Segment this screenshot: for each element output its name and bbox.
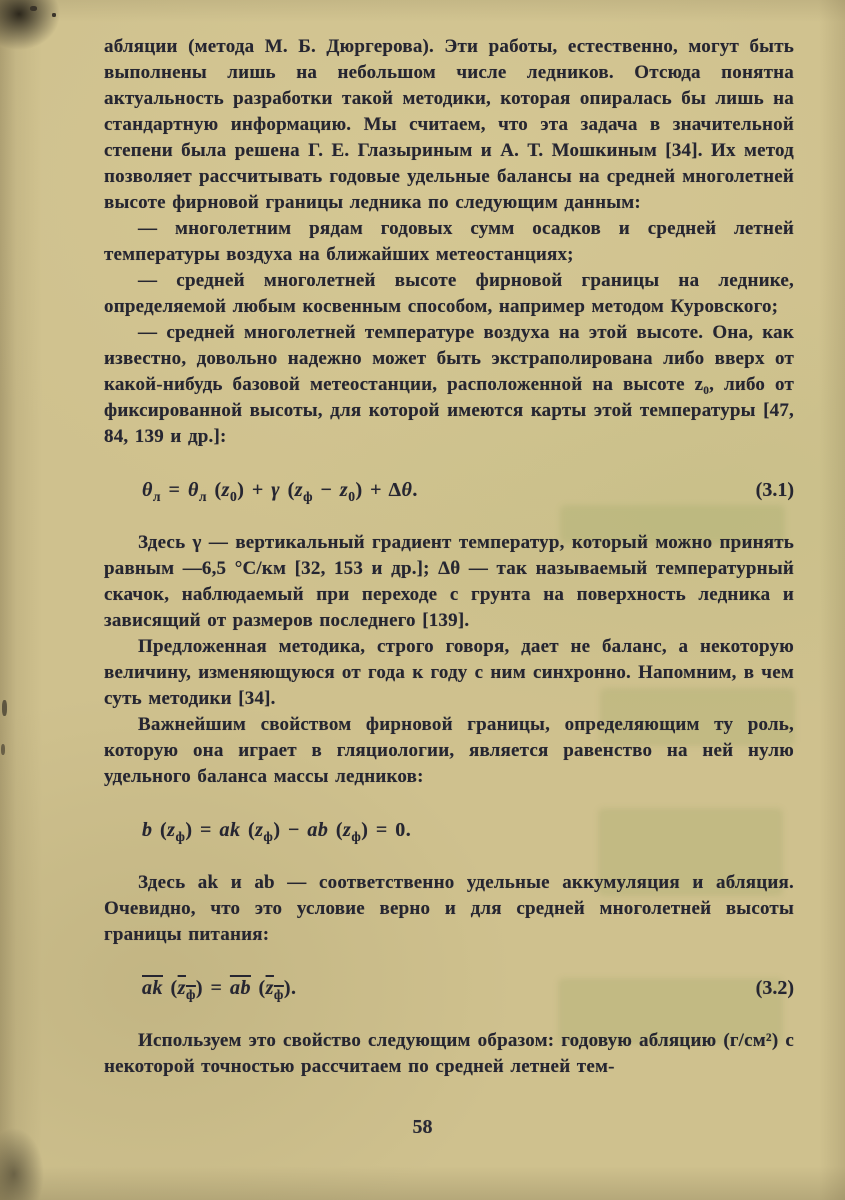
equation-3-2-body: $\overline{ak}$ $(\overline{z}_ф) = \overline{ab}$ $(\overline{z}_ф)$. [142,977,297,1002]
scan-speck [52,13,56,17]
equation-3-1-body: $\theta_л = \theta_л$ $(z_0) + \gamma$ $(z_ф - z_0) + \Delta\theta$. [142,479,418,504]
page-number: 58 [412,1116,433,1138]
paragraph-ak-ab: Здесь ak и ab — соответственно удельные аккумуляция и абляция. Очевидно, что это условие верно и для средней многолетней высоты границы питания: [104,872,794,945]
list-item-dash-3: — средней многолетней температуре воздуха на этой высоте. Она, как известно, довольно надежно может быть экстраполирована либо вверх от какой-нибудь базовой метеостанции, расположенной на высоте z₀, либо от фиксированной высоты, для которой имеются карты этой температуры [47, 84, 139 и др.]: [104,322,794,447]
page-text-block [104,34,794,1080]
equation-3-2-number: (3.2) [755,977,794,999]
list-item-dash-1: — многолетним рядам годовых сумм осадков и средней летней температуры воздуха на ближайших метеостанциях; [104,218,794,265]
equation-3-1-number: (3.1) [755,479,794,501]
equation-3-1 [104,477,794,503]
equation-balance [104,817,794,843]
equation-3-2 [104,975,794,1001]
scan-speck [1,744,5,755]
paragraph-gradient: Здесь γ — вертикальный градиент температур, который можно принять равным —6,5 °С/км [32, 153 и др.]; Δθ — так называемый температурный скачок, наблюдаемый при переходе с грунта на поверхность ледника и зависящий от размеров последнего [139]. [104,532,794,631]
paragraph-intro: абляции (метода М. Б. Дюргерова). Эти работы, естественно, могут быть выполнены лишь на небольшом числе ледников. Отсюда понятна актуальность разработки такой методики, которая опиралась бы лишь на стандартную информацию. Мы считаем, что эта задача в значительной степени была решена Г. Е. Глазыриным и А. Т. Мошкиным [34]. Их метод позволяет рассчитывать годовые удельные балансы на средней многолетней высоте фирновой границы ледника по следующим данным: [104,36,794,213]
paragraph-firn-property: Важнейшим свойством фирновой границы, определяющим ту роль, которую она играет в гляциологии, является равенство на ней нулю удельного баланса массы ледников: [104,714,794,787]
list-item-dash-2: — средней многолетней высоте фирновой границы на леднике, определяемой любым косвенным способом, например методом Куровского; [104,270,794,317]
scan-speck [30,6,37,11]
equation-balance-body: b $(z_ф)$ = ak $(z_ф)$ − ab $(z_ф) = 0$. [142,819,412,844]
paragraph-method-note: Предложенная методика, строго говоря, дает не баланс, а некоторую величину, изменяющуюся от года к году с ним синхронно. Напомним, в чем суть методики [34]. [104,636,794,709]
paragraph-closing: Используем это свойство следующим образом: годовую абляцию (г/см²) с некоторой точностью рассчитаем по средней летней тем- [104,1030,794,1077]
scan-speck [2,700,7,716]
page-corner-shadow [0,0,60,50]
